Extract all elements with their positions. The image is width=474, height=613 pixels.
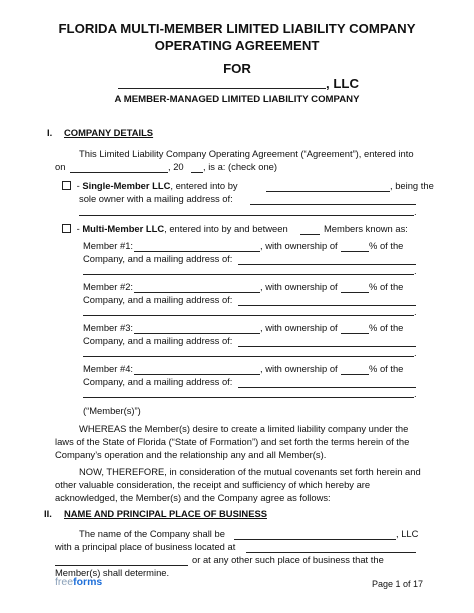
single-member-address-label: sole owner with a mailing address of:: [79, 193, 233, 204]
company-name-field-blank[interactable]: [234, 539, 396, 540]
intro-year: , 20: [168, 161, 184, 172]
member-1-pct: % of the: [369, 240, 404, 251]
member-1-period: .: [414, 265, 417, 276]
member-1-name-blank[interactable]: [134, 251, 260, 252]
member-2-address-blank-2[interactable]: [83, 315, 414, 316]
now-therefore-line-3: acknowledged, the Member(s) and the Company agree as follows:: [55, 492, 331, 503]
member-1-address-blank-2[interactable]: [83, 274, 414, 275]
member-3-pct: % of the: [369, 322, 404, 333]
member-3-period: .: [414, 347, 417, 358]
multi-member-end: Members known as:: [324, 223, 408, 234]
member-2-address-blank-1[interactable]: [238, 305, 416, 306]
member-1-address-blank-1[interactable]: [238, 264, 416, 265]
member-2-period: .: [414, 306, 417, 317]
member-4-name-blank[interactable]: [134, 374, 260, 375]
multi-member-checkbox[interactable]: [62, 224, 71, 233]
document-title-line2: OPERATING AGREEMENT: [154, 38, 320, 53]
year-blank[interactable]: [191, 172, 203, 173]
members-defined-term: (“Member(s)”): [83, 405, 141, 416]
single-member-option[interactable]: - Single-Member LLC, entered into by: [62, 180, 238, 192]
now-therefore-line-2: other valuable consideration, the receipt and sufficiency of which hereby are: [55, 479, 371, 490]
member-1-percent-blank[interactable]: [341, 251, 369, 252]
document-title-line1: FLORIDA MULTI-MEMBER LIMITED LIABILITY COMPANY: [58, 21, 416, 36]
other-place-text: or at any other such place of business that the: [192, 554, 384, 565]
member-3-percent-blank[interactable]: [341, 333, 369, 334]
member-2-pct: % of the: [369, 281, 404, 292]
llc-suffix: , LLC: [326, 76, 359, 91]
member-1-address-label: Company, and a mailing address of:: [83, 253, 233, 264]
multi-member-option[interactable]: - Multi-Member LLC, entered into by and between: [62, 223, 288, 235]
member-2-name-blank[interactable]: [134, 292, 260, 293]
principal-address-blank-1[interactable]: [246, 552, 416, 553]
member-1-ownership: , with ownership of: [260, 240, 338, 251]
single-address-period: .: [414, 206, 417, 217]
company-name-llc: , LLC: [396, 528, 419, 539]
member-3-name-blank[interactable]: [134, 333, 260, 334]
single-member-end: , being the: [390, 180, 434, 191]
member-4-ownership: , with ownership of: [260, 363, 338, 374]
document-title-for: FOR: [223, 61, 251, 76]
members-shall-determine: Member(s) shall determine.: [55, 567, 170, 578]
whereas-line-1: WHEREAS the Member(s) desire to create a limited liability company under the: [79, 423, 409, 434]
member-3-address-label: Company, and a mailing address of:: [83, 335, 233, 346]
member-4-period: .: [414, 388, 417, 399]
freeforms-logo: freeforms: [55, 576, 103, 588]
single-owner-address-blank-2[interactable]: [79, 215, 414, 216]
principal-place-label: with a principal place of business located at: [55, 541, 236, 552]
principal-address-blank-2[interactable]: [55, 565, 188, 566]
section-2-number: II.: [44, 508, 52, 519]
member-2-percent-blank[interactable]: [341, 292, 369, 293]
member-4-label: Member #4:: [83, 363, 134, 374]
section-1-heading: COMPANY DETAILS: [64, 127, 154, 138]
member-3-label: Member #3:: [83, 322, 134, 333]
page-number: Page 1 of 17: [372, 579, 424, 589]
member-4-address-label: Company, and a mailing address of:: [83, 376, 233, 387]
single-member-checkbox[interactable]: [62, 181, 71, 190]
intro-on: on: [55, 161, 66, 172]
now-therefore-line-1: NOW, THEREFORE, in consideration of the mutual covenants set forth herein and: [79, 466, 421, 477]
single-owner-address-blank-1[interactable]: [250, 204, 416, 205]
member-1-label: Member #1:: [83, 240, 134, 251]
member-3-ownership: , with ownership of: [260, 322, 338, 333]
company-name-sentence: The name of the Company shall be: [79, 528, 225, 539]
member-4-pct: % of the: [369, 363, 404, 374]
intro-end: , is a: (check one): [203, 161, 277, 172]
member-4-percent-blank[interactable]: [341, 374, 369, 375]
member-2-label: Member #2:: [83, 281, 134, 292]
whereas-line-2: laws of the State of Florida (“State of Formation”) and set forth the terms herein of the: [55, 436, 410, 447]
document-subtitle: A MEMBER-MANAGED LIMITED LIABILITY COMPANY: [114, 94, 360, 105]
company-name-blank[interactable]: [118, 88, 326, 89]
single-owner-name-blank[interactable]: [266, 191, 390, 192]
section-2-heading: NAME AND PRINCIPAL PLACE OF BUSINESS: [64, 508, 267, 519]
single-member-label: Single-Member LLC: [82, 180, 171, 191]
whereas-line-3: Company’s operation and the relationship any and all Member(s).: [55, 449, 327, 460]
multi-member-label: Multi-Member LLC: [82, 223, 165, 234]
member-2-ownership: , with ownership of: [260, 281, 338, 292]
member-count-blank[interactable]: [300, 234, 320, 235]
member-3-address-blank-2[interactable]: [83, 356, 414, 357]
member-4-address-blank-2[interactable]: [83, 397, 414, 398]
member-4-address-blank-1[interactable]: [238, 387, 416, 388]
member-2-address-label: Company, and a mailing address of:: [83, 294, 233, 305]
section-1-number: I.: [47, 127, 53, 138]
member-3-address-blank-1[interactable]: [238, 346, 416, 347]
intro-line-1: This Limited Liability Company Operating Agreement (“Agreement”), entered into: [79, 148, 414, 159]
effective-date-blank[interactable]: [70, 172, 168, 173]
